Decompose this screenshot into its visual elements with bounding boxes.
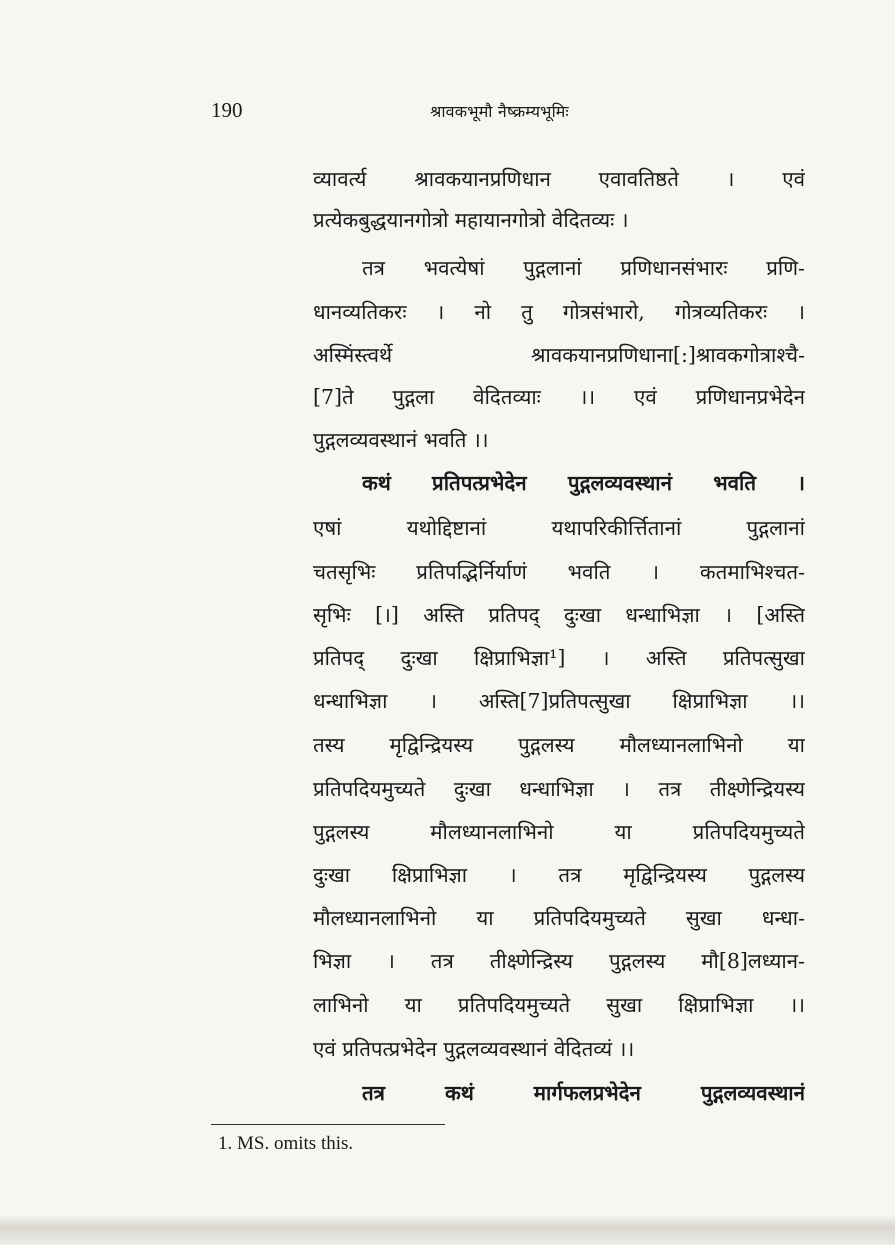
section-heading-line: तत्र कथं मार्गफलप्रभेदेन पुद्गलव्यवस्थानं — [362, 1081, 805, 1105]
text-line: मौलध्यानलाभिनो या प्रतिपदियमुच्यते सुखा धन्धा- — [313, 906, 805, 930]
text-line: लाभिनो या प्रतिपदियमुच्यते सुखा क्षिप्राभिज्ञा ।। — [313, 993, 805, 1017]
text-line: सृभिः [।] अस्ति प्रतिपद् दुःखा धन्धाभिज्ञा । [अस्ति — [313, 603, 805, 627]
text-line: प्रतिपद् दुःखा क्षिप्राभिज्ञा¹] । अस्ति प्रतिपत्सुखा — [313, 646, 805, 670]
text-line: तत्र भवत्येषां पुद्गलानां प्रणिधानसंभारः प्रणि- — [362, 256, 805, 280]
text-line: पुद्गलव्यवस्थानं भवति ।। — [313, 428, 489, 452]
text-line: प्रतिपदियमुच्यते दुःखा धन्धाभिज्ञा । तत्र तीक्ष्णेन्द्रियस्य — [313, 777, 805, 801]
text-line: भिज्ञा । तत्र तीक्ष्णेन्द्रिस्य पुद्गलस्य मौ[8]लध्यान- — [313, 949, 805, 973]
text-line: एषां यथोद्दिष्टानां यथापरिकीर्त्तितानां पुद्गलानां — [313, 516, 805, 540]
text-line: दुःखा क्षिप्राभिज्ञा । तत्र मृद्विन्द्रियस्य पुद्गलस्य — [313, 863, 805, 887]
text-line: पुद्गलस्य मौलध्यानलाभिनो या प्रतिपदियमुच्यते — [313, 820, 805, 844]
text-line: प्रत्येकबुद्धयानगोत्रो महायानगोत्रो वेदितव्यः । — [313, 208, 629, 232]
text-line: एवं प्रतिपत्प्रभेदेन पुद्गलव्यवस्थानं वेदितव्यं ।। — [313, 1037, 635, 1061]
page-number: 190 — [211, 98, 243, 122]
footnote: 1. MS. omits this. — [218, 1133, 354, 1154]
section-heading-line: कथं प्रतिपत्प्रभेदेन पुद्गलव्यवस्थानं भवति । — [362, 471, 805, 495]
text-line: व्यावर्त्य श्रावकयानप्रणिधान एवावतिष्ठते । एवं — [313, 167, 805, 191]
page-bottom-edge — [0, 1215, 895, 1245]
text-line: [7]ते पुद्गला वेदितव्याः ।। एवं प्रणिधानप्रभेदेन — [313, 385, 805, 409]
text-line: तस्य मृद्विन्द्रियस्य पुद्गलस्य मौलध्यानलाभिनो या — [313, 733, 805, 757]
running-head: श्रावकभूमौ नैष्क्रम्यभूमिः — [430, 102, 569, 121]
text-line: चतसृभिः प्रतिपद्भिर्निर्याणं भवति । कतमाभिश्चत- — [313, 560, 805, 584]
text-line: अस्मिंस्त्वर्थे श्रावकयानप्रणिधाना[:]श्रावकगोत्राश्चै- — [313, 343, 805, 367]
text-line: धन्धाभिज्ञा । अस्ति[7]प्रतिपत्सुखा क्षिप्राभिज्ञा ।। — [313, 689, 805, 713]
footnote-rule — [211, 1124, 445, 1125]
text-line: धानव्यतिकरः । नो तु गोत्रसंभारो, गोत्रव्यतिकरः । — [313, 300, 805, 324]
